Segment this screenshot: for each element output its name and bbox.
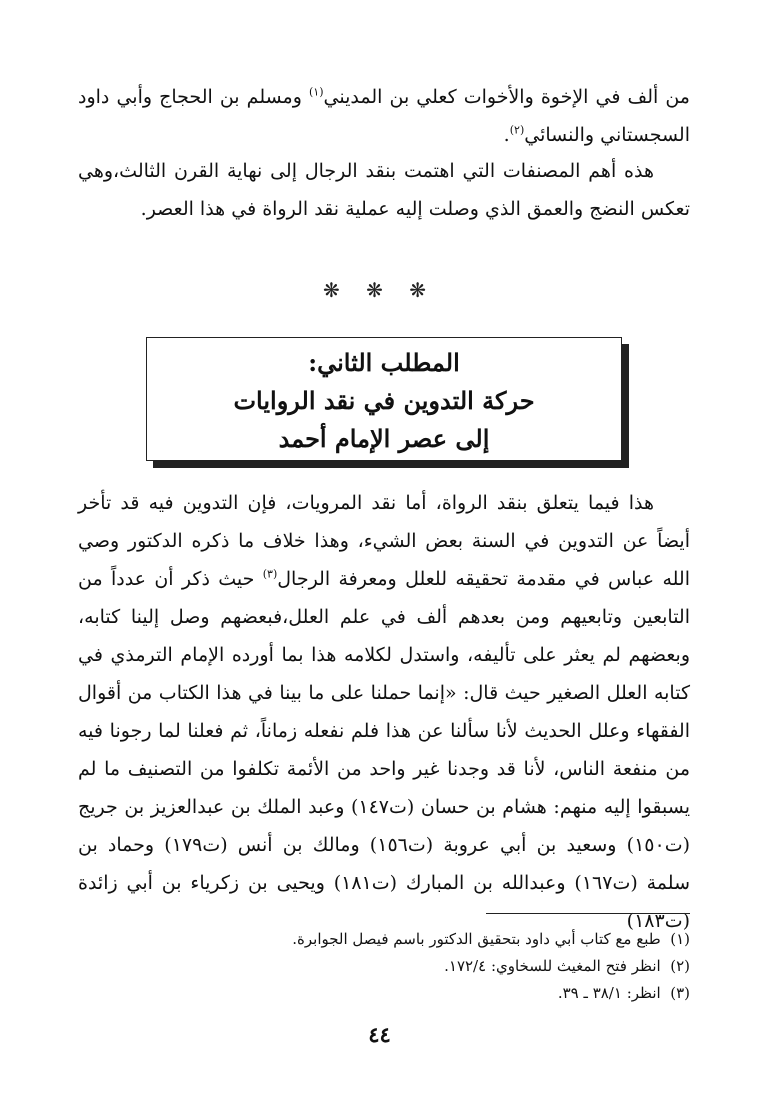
intro-text-3: . bbox=[503, 124, 510, 146]
footnote-item bbox=[78, 953, 690, 980]
footnotes bbox=[78, 926, 690, 1007]
page-number: ٤٤ bbox=[368, 1022, 391, 1047]
footnote-ref-1: (١) bbox=[309, 85, 324, 99]
footnote-number: (١) bbox=[670, 930, 690, 948]
footnote-text: انظر: ٣٨/١ ـ ٣٩. bbox=[557, 984, 661, 1002]
summary-paragraph bbox=[78, 152, 690, 228]
main-text-1: هذا فيما يتعلق بنقد الرواة، أما نقد المرويات، فإن التدوين فيه قد تأخر أيضاً عن التدوين في السنة بعض الشيء، وهذا خلاف ما ذكره الدكتور وصي الله عباس في مقدمة تحقيقه للعلل ومعرفة الرجال bbox=[78, 492, 690, 590]
footnote-ref-3: (٣) bbox=[262, 567, 278, 581]
footnote-text: طبع مع كتاب أبي داود بتحقيق الدكتور باسم فيصل الجوابرة. bbox=[292, 930, 661, 948]
summary-text: هذه أهم المصنفات التي اهتمت بنقد الرجال إلى نهاية القرن الثالث،وهي تعكس النضج والعمق الذي وصلت إليه عملية نقد الرواة في هذا العصر. bbox=[78, 160, 690, 220]
intro-paragraph bbox=[78, 78, 690, 154]
intro-text-1: من ألف في الإخوة والأخوات كعلي بن المديني bbox=[323, 86, 690, 108]
footnote-ref-2: (٢) bbox=[509, 123, 525, 137]
footnote-number: (٣) bbox=[670, 984, 690, 1002]
section-heading-box bbox=[146, 337, 622, 461]
footnote-item bbox=[78, 926, 690, 953]
footnote-divider bbox=[486, 913, 690, 914]
footnote-number: (٢) bbox=[670, 957, 690, 975]
heading-line-1: المطلب الثاني: bbox=[308, 348, 460, 377]
intro-text-2: ومسلم بن الحجاج وأبي داود السجستاني والنسائي bbox=[78, 86, 690, 146]
heading-line-3: إلى عصر الإمام أحمد bbox=[278, 424, 490, 453]
heading-line-2: حركة التدوين في نقد الروايات bbox=[233, 386, 535, 415]
section-separator: ❋ ❋ ❋ bbox=[323, 278, 436, 302]
footnote-item bbox=[78, 980, 690, 1007]
main-text-2: حيث ذكر أن عدداً من التابعين وتابعيهم ومن بعدهم ألف في علم العلل،فبعضهم وصل إلينا كتابه، وبعضهم لم يعثر على تأليفه، واستدل لكلامه هذا بما أورده الإمام الترمذي في كتابه العلل الصغير حيث قال: «إنما حملنا على ما بينا في هذا الكتاب من أقوال الفقهاء وعلل الحديث لأنا سألنا عن هذا فلم نفعله زماناً، ثم فعلنا لما رجونا فيه من منفعة الناس، لأنا قد وجدنا غير واحد من الأئمة تكلفوا من التصنيف ما لم يسبقوا إليه منهم: هشام بن حسان (ت١٤٧) وعبد الملك بن عبدالعزيز بن جريج (ت١٥٠) وسعيد بن أبي عروبة (ت١٥٦) ومالك بن أنس (ت١٧٩) وحماد بن سلمة (ت١٦٧) وعبدالله بن المبارك (ت١٨١) ويحيى بن زكرياء بن أبي زائدة (ت١٨٣) bbox=[78, 568, 690, 932]
main-paragraph bbox=[78, 484, 690, 940]
footnote-text: انظر فتح المغيث للسخاوي: ١٧٢/٤. bbox=[444, 957, 661, 975]
